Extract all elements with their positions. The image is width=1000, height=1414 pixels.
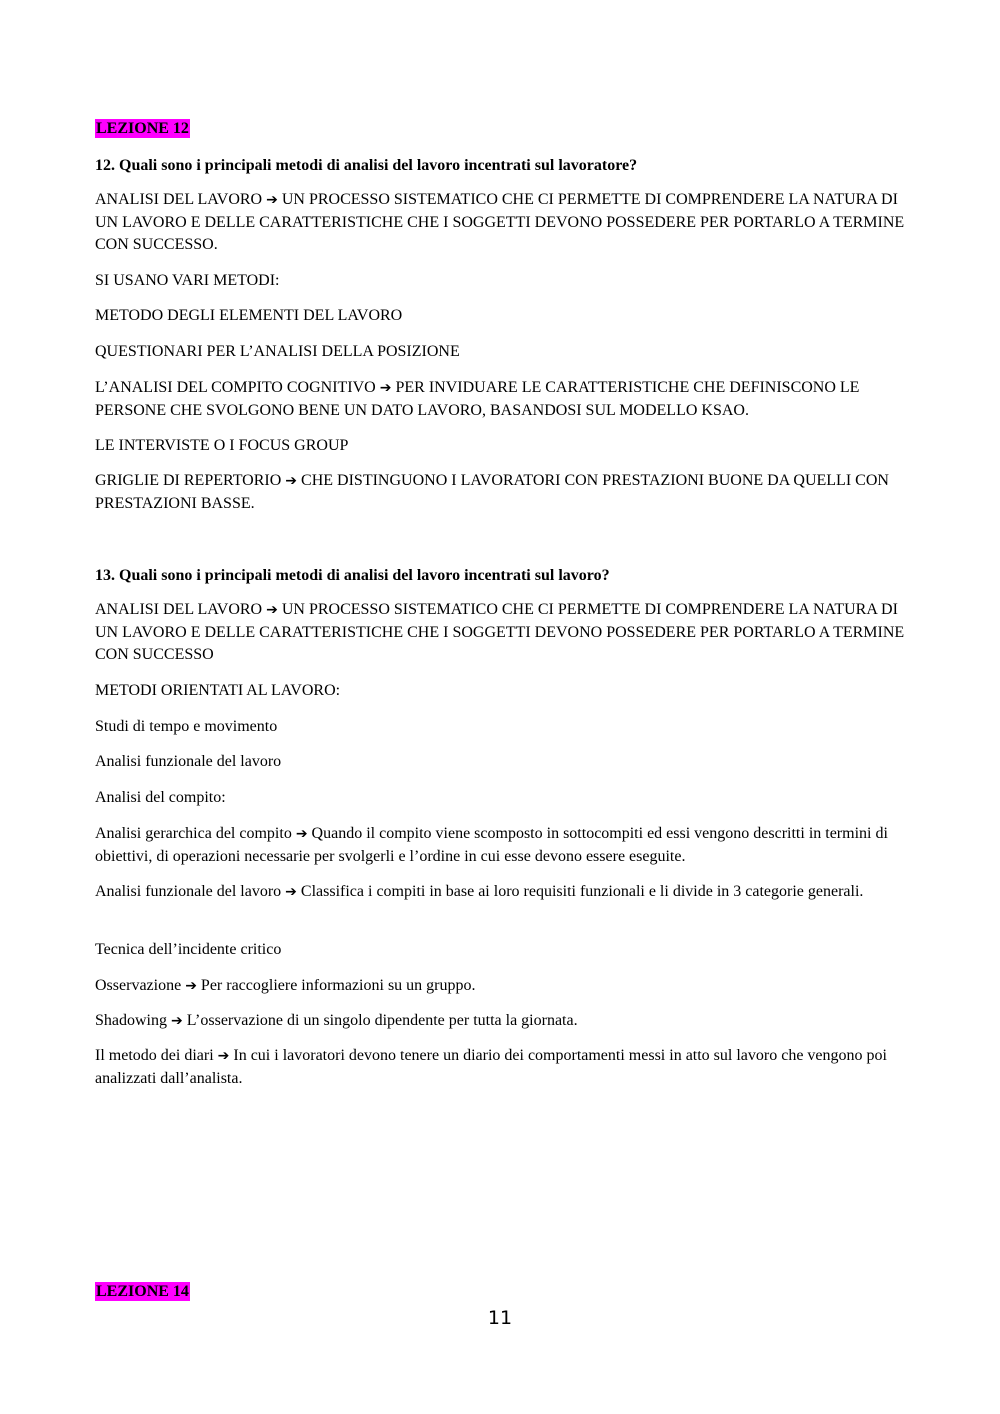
q13-method-3: Analisi del compito: <box>95 789 226 806</box>
definition-term: ANALISI DEL LAVORO <box>95 601 263 618</box>
definition-text: UN PROCESSO SISTEMATICO CHE CI PERMETTE DI COMPRENDERE LA NATURA DI UN LAVORO E DELLE CARATTERISTICHE CHE I SOGGETTI DEVONO POSSEDERE PER PORTARLO A TERMINE CON SUCCESSO <box>95 601 905 663</box>
lesson-tag: LEZIONE 12 <box>96 120 189 137</box>
q13-method-6: Tecnica dell’incidente critico <box>95 941 282 958</box>
q12-methods-intro: SI USANO VARI METODI: <box>95 272 280 289</box>
arrow-right-icon: ➔ <box>185 978 197 994</box>
arrow-right-icon: ➔ <box>266 192 278 208</box>
q12-method-5 <box>95 470 905 515</box>
arrow-right-icon: ➔ <box>285 884 297 900</box>
question-13-title: 13. Quali sono i principali metodi di analisi del lavoro incentrati sul lavoro? <box>95 567 610 584</box>
method-text: L’osservazione di un singolo dipendente per tutta la giornata. <box>182 1012 578 1029</box>
arrow-right-icon: ➔ <box>379 380 392 396</box>
q12-method-2: QUESTIONARI PER L’ANALISI DELLA POSIZIONE <box>95 343 460 360</box>
q13-method-1: Studi di tempo e movimento <box>95 718 278 735</box>
arrow-right-icon: ➔ <box>295 826 308 842</box>
method-term: Analisi funzionale del lavoro <box>95 883 282 900</box>
lesson-heading-bottom <box>95 1282 190 1301</box>
q13-method-5 <box>95 881 863 904</box>
q13-method-4 <box>95 823 905 868</box>
arrow-right-icon: ➔ <box>266 602 278 618</box>
q13-method-7 <box>95 975 476 998</box>
arrow-right-icon: ➔ <box>285 473 298 489</box>
method-term: L’ANALISI DEL COMPITO COGNITIVO <box>95 379 380 396</box>
arrow-right-icon: ➔ <box>217 1048 230 1064</box>
method-text: In cui i lavoratori devono tenere un diario dei comportamenti messi in atto sul lavoro che vengono poi analizzati dall’analista. <box>95 1047 887 1087</box>
method-term: Analisi gerarchica del compito <box>95 825 292 842</box>
q12-method-4: LE INTERVISTE O I FOCUS GROUP <box>95 437 349 454</box>
q12-method-3 <box>95 377 905 422</box>
q13-method-8 <box>95 1010 578 1033</box>
lesson-tag: LEZIONE 14 <box>96 1283 189 1300</box>
q12-method-1: METODO DEGLI ELEMENTI DEL LAVORO <box>95 307 403 324</box>
method-text: Quando il compito viene scomposto in sottocompiti ed essi vengono descritti in termini di obiettivi, di operazioni necessarie per svolgerli e l’ordine in cui esse devono essere eseguite. <box>95 825 888 865</box>
definition-text: UN PROCESSO SISTEMATICO CHE CI PERMETTE DI COMPRENDERE LA NATURA DI UN LAVORO E DELLE CARATTERISTICHE CHE I SOGGETTI DEVONO POSSEDERE PER PORTARLO A TERMINE CON SUCCESSO. <box>95 191 905 253</box>
q13-methods-intro: METODI ORIENTATI AL LAVORO: <box>95 682 341 699</box>
q13-definition <box>95 599 905 667</box>
q13-method-2: Analisi funzionale del lavoro <box>95 753 282 770</box>
arrow-right-icon: ➔ <box>171 1013 183 1029</box>
page-number: 11 <box>487 1307 513 1329</box>
method-text: Per raccogliere informazioni su un gruppo. <box>196 977 476 994</box>
q12-definition <box>95 189 905 257</box>
method-term: GRIGLIE DI REPERTORIO <box>95 472 282 489</box>
q13-method-9 <box>95 1045 905 1090</box>
method-text: PER INVIDUARE LE CARATTERISTICHE CHE DEFINISCONO LE PERSONE CHE SVOLGONO BENE UN DATO LAVORO, BASANDOSI SUL MODELLO KSAO. <box>95 379 860 419</box>
method-text: Classifica i compiti in base ai loro requisiti funzionali e li divide in 3 categorie generali. <box>296 883 864 900</box>
method-term: Shadowing <box>95 1012 171 1029</box>
lesson-heading-top <box>95 119 190 138</box>
method-text: CHE DISTINGUONO I LAVORATORI CON PRESTAZIONI BUONE DA QUELLI CON PRESTAZIONI BASSE. <box>95 472 889 512</box>
question-12-title: 12. Quali sono i principali metodi di analisi del lavoro incentrati sul lavoratore? <box>95 157 638 174</box>
definition-term: ANALISI DEL LAVORO <box>95 191 263 208</box>
method-term: Il metodo dei diari <box>95 1047 214 1064</box>
method-term: Osservazione <box>95 977 182 994</box>
